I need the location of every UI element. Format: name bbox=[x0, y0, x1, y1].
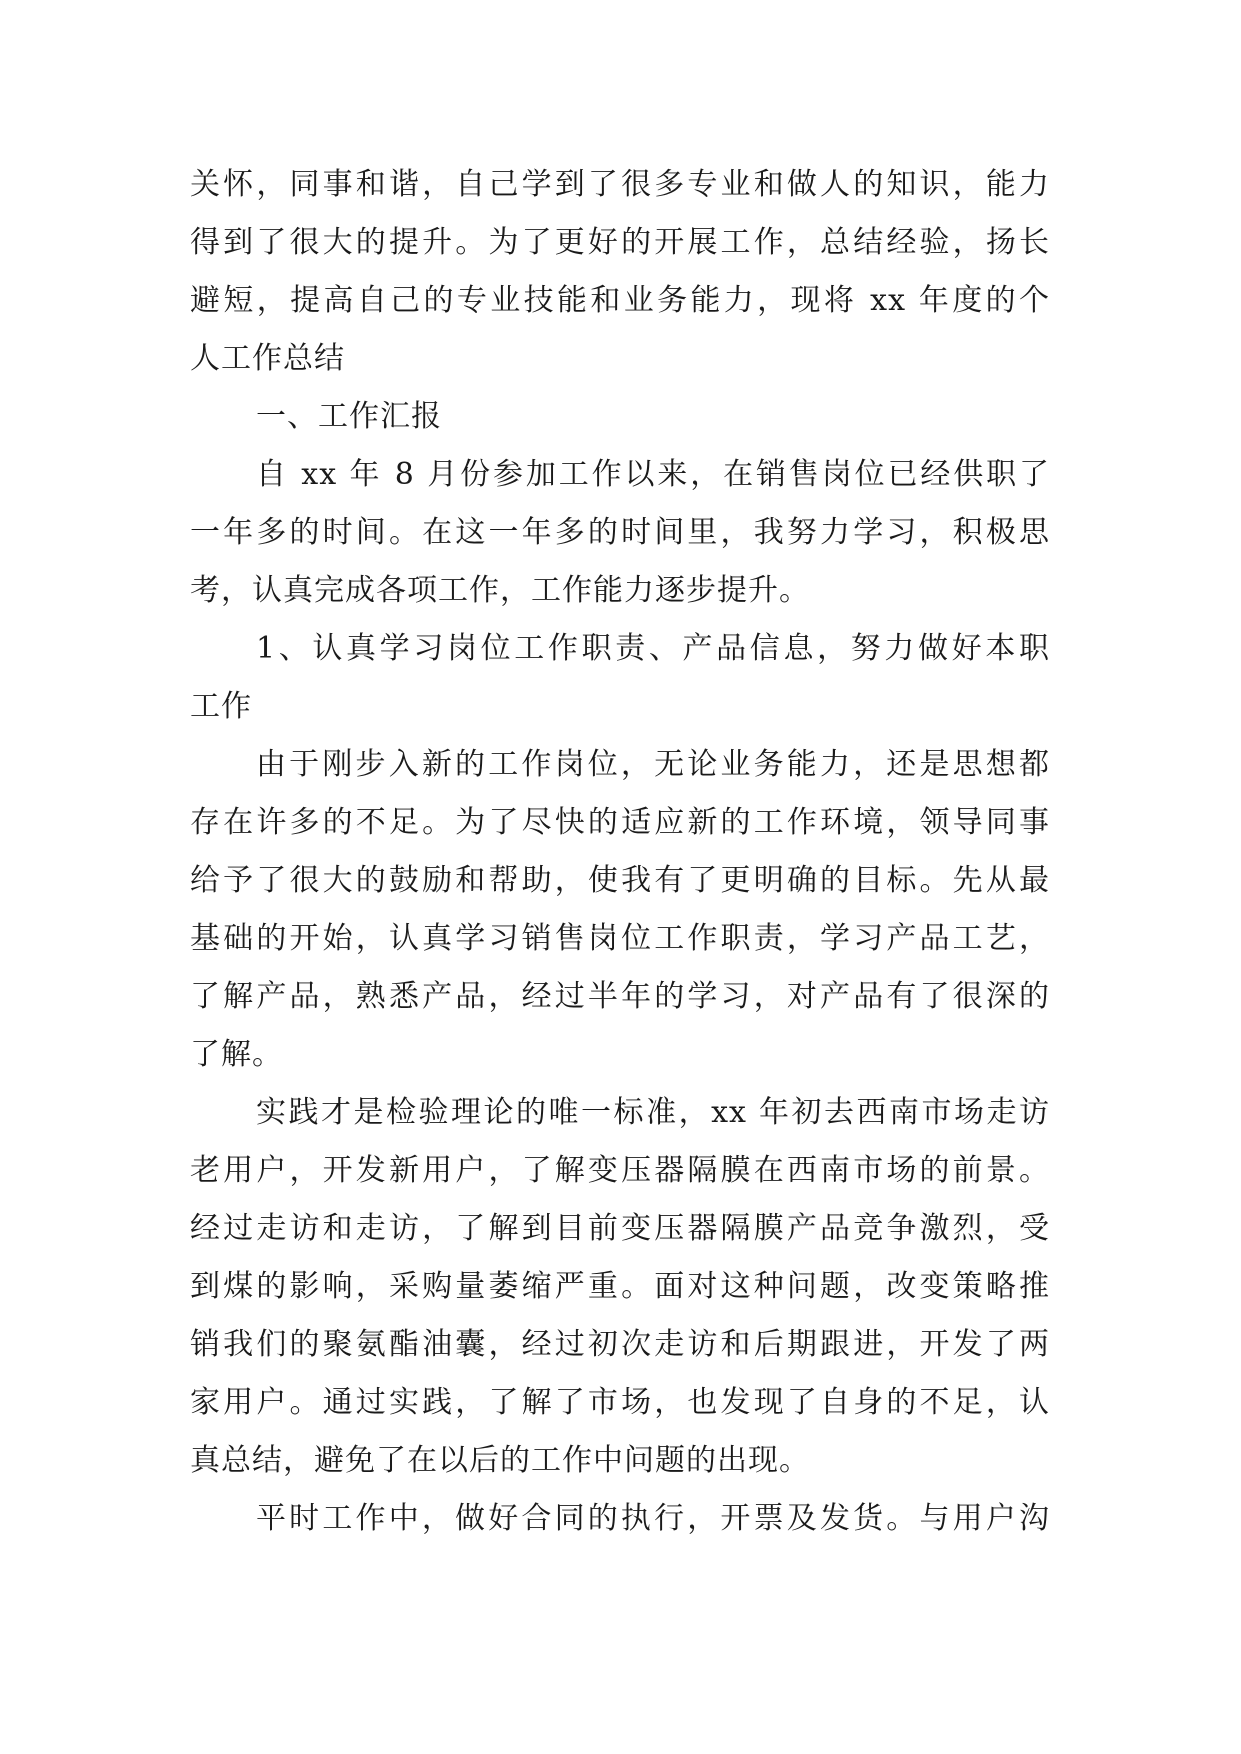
text-line: 给予了很大的鼓励和帮助，使我有了更明确的目标。先从最 bbox=[190, 863, 1050, 898]
text-line: 避短，提高自己的专业技能和业务能力，现将 xx 年度的个 bbox=[190, 283, 1050, 318]
document-body bbox=[190, 156, 1050, 1548]
text-line: 由于刚步入新的工作岗位，无论业务能力，还是思想都 bbox=[256, 747, 1050, 782]
text-line: 考，认真完成各项工作，工作能力逐步提升。 bbox=[190, 573, 810, 608]
text-line: 自 xx 年 8 月份参加工作以来，在销售岗位已经供职了 bbox=[256, 457, 1050, 492]
text-line: 工作 bbox=[190, 689, 252, 724]
text-line: 一、工作汇报 bbox=[256, 399, 442, 434]
text-line: 实践才是检验理论的唯一标准，xx 年初去西南市场走访 bbox=[256, 1095, 1050, 1130]
text-line: 了解产品，熟悉产品，经过半年的学习，对产品有了很深的 bbox=[190, 979, 1050, 1014]
text-line: 了解。 bbox=[190, 1037, 283, 1072]
text-line: 基础的开始，认真学习销售岗位工作职责，学习产品工艺， bbox=[190, 921, 1050, 956]
text-line: 到煤的影响，采购量萎缩严重。面对这种问题，改变策略推 bbox=[190, 1269, 1050, 1304]
text-line: 一年多的时间。在这一年多的时间里，我努力学习，积极思 bbox=[190, 515, 1050, 550]
text-line: 销我们的聚氨酯油囊，经过初次走访和后期跟进，开发了两 bbox=[190, 1327, 1050, 1362]
text-line: 1、认真学习岗位工作职责、产品信息，努力做好本职 bbox=[256, 631, 1050, 666]
text-line: 平时工作中，做好合同的执行，开票及发货。与用户沟 bbox=[256, 1501, 1050, 1536]
text-line: 经过走访和走访，了解到目前变压器隔膜产品竞争激烈，受 bbox=[190, 1211, 1050, 1246]
text-line: 关怀，同事和谐，自己学到了很多专业和做人的知识，能力 bbox=[190, 167, 1050, 202]
text-line: 存在许多的不足。为了尽快的适应新的工作环境，领导同事 bbox=[190, 805, 1050, 840]
text-line: 家用户。通过实践，了解了市场，也发现了自身的不足，认 bbox=[190, 1385, 1050, 1420]
text-line: 人工作总结 bbox=[190, 341, 345, 376]
text-line: 真总结，避免了在以后的工作中问题的出现。 bbox=[190, 1443, 810, 1478]
text-line: 得到了很大的提升。为了更好的开展工作，总结经验，扬长 bbox=[190, 225, 1050, 260]
text-line: 老用户，开发新用户，了解变压器隔膜在西南市场的前景。 bbox=[190, 1153, 1050, 1188]
